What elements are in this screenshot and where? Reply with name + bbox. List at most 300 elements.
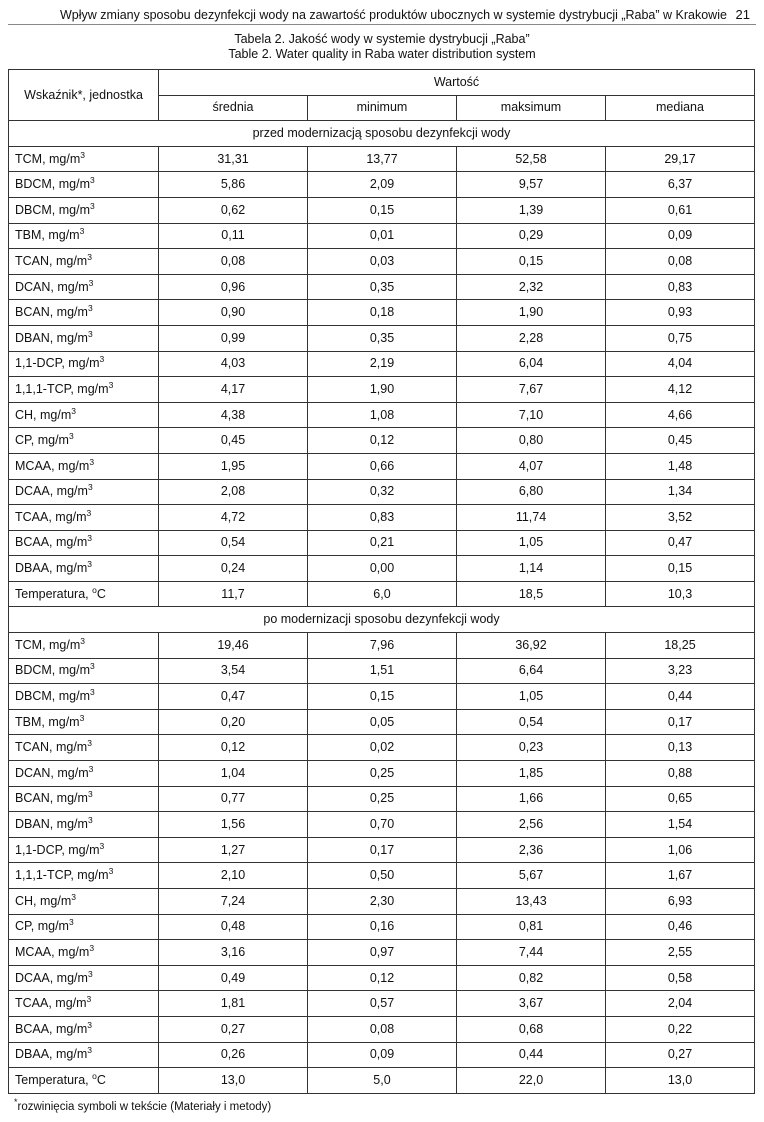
value-cell-maximum: 0,23 bbox=[457, 735, 606, 761]
indicator-cell bbox=[9, 428, 159, 454]
value-cell-minimum: 0,09 bbox=[308, 1042, 457, 1068]
value-cell-maximum: 0,15 bbox=[457, 249, 606, 275]
value-cell-maximum: 1,05 bbox=[457, 530, 606, 556]
value-cell-median: 0,61 bbox=[606, 197, 755, 223]
value-cell-minimum: 1,51 bbox=[308, 658, 457, 684]
indicator-cell bbox=[9, 274, 159, 300]
value-cell-maximum: 1,14 bbox=[457, 556, 606, 582]
value-cell-mean: 2,10 bbox=[159, 863, 308, 889]
indicator-name: Temperatura, bbox=[15, 586, 93, 601]
unit-superscript: 3 bbox=[87, 482, 93, 493]
value-cell-mean: 0,27 bbox=[159, 1016, 308, 1042]
value-cell-minimum: 0,18 bbox=[308, 300, 457, 326]
value-cell-median: 4,66 bbox=[606, 402, 755, 428]
value-cell-median: 0,75 bbox=[606, 325, 755, 351]
value-cell-mean: 0,54 bbox=[159, 530, 308, 556]
value-cell-minimum: 13,77 bbox=[308, 146, 457, 172]
unit-superscript: 3 bbox=[79, 226, 85, 237]
value-cell-median: 0,88 bbox=[606, 761, 755, 787]
value-cell-minimum: 2,19 bbox=[308, 351, 457, 377]
unit-superscript: 3 bbox=[68, 430, 74, 441]
value-cell-mean: 0,45 bbox=[159, 428, 308, 454]
unit-superscript: 3 bbox=[89, 942, 95, 953]
table-row bbox=[9, 505, 755, 531]
value-cell-median: 1,67 bbox=[606, 863, 755, 889]
unit-superscript: 3 bbox=[87, 1045, 92, 1056]
unit-superscript: 3 bbox=[88, 763, 94, 774]
indicator-cell bbox=[9, 351, 159, 377]
value-cell-median: 4,04 bbox=[606, 351, 755, 377]
indicator-name: BDCM, mg/m bbox=[15, 177, 90, 192]
table-row bbox=[9, 300, 755, 326]
value-cell-minimum: 0,16 bbox=[308, 914, 457, 940]
table-row bbox=[9, 761, 755, 787]
indicator-name: MCAA, mg/m bbox=[15, 458, 90, 473]
footnote-marker: * bbox=[14, 1097, 18, 1108]
indicator-name: DBAN, mg/m bbox=[15, 330, 88, 345]
unit-superscript: 3 bbox=[71, 891, 76, 902]
unit-superscript: 3 bbox=[87, 251, 92, 262]
table-row bbox=[9, 735, 755, 761]
value-cell-maximum: 7,10 bbox=[457, 402, 606, 428]
value-cell-minimum: 0,15 bbox=[308, 197, 457, 223]
value-cell-median: 1,06 bbox=[606, 837, 755, 863]
value-cell-minimum: 0,57 bbox=[308, 991, 457, 1017]
value-cell-minimum: 2,30 bbox=[308, 889, 457, 915]
value-cell-mean: 0,12 bbox=[159, 735, 308, 761]
value-cell-maximum: 0,81 bbox=[457, 914, 606, 940]
value-cell-median: 0,45 bbox=[606, 428, 755, 454]
indicator-name: TCAA, mg/m bbox=[15, 996, 87, 1011]
value-cell-median: 0,09 bbox=[606, 223, 755, 249]
value-cell-maximum: 1,90 bbox=[457, 300, 606, 326]
unit-superscript: 3 bbox=[71, 405, 76, 416]
indicator-cell bbox=[9, 172, 159, 198]
value-cell-mean: 5,86 bbox=[159, 172, 308, 198]
value-cell-median: 0,27 bbox=[606, 1042, 755, 1068]
unit-superscript: 3 bbox=[87, 738, 92, 749]
table-caption bbox=[8, 32, 756, 62]
value-cell-minimum: 0,21 bbox=[308, 530, 457, 556]
section-title: przed modernizacją sposobu dezynfekcji wody bbox=[9, 121, 755, 147]
unit-superscript: 3 bbox=[80, 149, 86, 160]
unit-superscript: 3 bbox=[87, 1019, 92, 1030]
indicator-name: DCAA, mg/m bbox=[15, 484, 88, 499]
indicator-cell bbox=[9, 249, 159, 275]
value-cell-minimum: 0,70 bbox=[308, 812, 457, 838]
indicator-name: DCAN, mg/m bbox=[15, 765, 89, 780]
column-header-mean: średnia bbox=[159, 95, 308, 121]
unit-superscript: 3 bbox=[87, 789, 93, 800]
unit-superscript: 3 bbox=[99, 840, 105, 851]
value-cell-median: 3,23 bbox=[606, 658, 755, 684]
unit-superscript: 3 bbox=[108, 379, 114, 390]
value-cell-minimum: 0,25 bbox=[308, 761, 457, 787]
value-cell-median: 0,47 bbox=[606, 530, 755, 556]
table-row bbox=[9, 914, 755, 940]
value-cell-mean: 4,03 bbox=[159, 351, 308, 377]
indicator-cell bbox=[9, 530, 159, 556]
value-cell-minimum: 0,01 bbox=[308, 223, 457, 249]
table-row bbox=[9, 581, 755, 607]
value-cell-mean: 4,17 bbox=[159, 377, 308, 403]
indicator-cell bbox=[9, 735, 159, 761]
value-cell-minimum: 0,25 bbox=[308, 786, 457, 812]
value-cell-maximum: 18,5 bbox=[457, 581, 606, 607]
value-cell-median: 4,12 bbox=[606, 377, 755, 403]
value-group-header: Wartość bbox=[159, 70, 755, 96]
indicator-cell bbox=[9, 1068, 159, 1094]
value-cell-median: 0,15 bbox=[606, 556, 755, 582]
value-cell-maximum: 0,44 bbox=[457, 1042, 606, 1068]
indicator-cell bbox=[9, 684, 159, 710]
indicator-name: DBAN, mg/m bbox=[15, 817, 88, 832]
indicator-name: CH, mg/m bbox=[15, 893, 72, 908]
value-cell-median: 6,93 bbox=[606, 889, 755, 915]
unit-superscript: 3 bbox=[68, 917, 74, 928]
indicator-name: 1,1-DCP, mg/m bbox=[15, 842, 100, 857]
value-cell-mean: 3,16 bbox=[159, 940, 308, 966]
page-number: 21 bbox=[735, 7, 750, 22]
value-cell-maximum: 2,56 bbox=[457, 812, 606, 838]
value-cell-maximum: 6,64 bbox=[457, 658, 606, 684]
value-cell-median: 1,54 bbox=[606, 812, 755, 838]
value-cell-median: 2,04 bbox=[606, 991, 755, 1017]
indicator-name: 1,1-DCP, mg/m bbox=[15, 356, 100, 371]
value-cell-minimum: 0,05 bbox=[308, 709, 457, 735]
value-cell-maximum: 52,58 bbox=[457, 146, 606, 172]
indicator-cell bbox=[9, 633, 159, 659]
indicator-cell bbox=[9, 402, 159, 428]
indicator-name: TBM, mg/m bbox=[15, 714, 80, 729]
value-cell-minimum: 1,90 bbox=[308, 377, 457, 403]
value-cell-mean: 4,72 bbox=[159, 505, 308, 531]
unit-superscript: 3 bbox=[87, 968, 93, 979]
value-cell-maximum: 1,39 bbox=[457, 197, 606, 223]
indicator-name: 1,1,1-TCP, mg/m bbox=[15, 868, 109, 883]
value-cell-maximum: 11,74 bbox=[457, 505, 606, 531]
value-cell-mean: 0,48 bbox=[159, 914, 308, 940]
value-cell-mean: 1,56 bbox=[159, 812, 308, 838]
indicator-name: CP, mg/m bbox=[15, 433, 69, 448]
indicator-cell bbox=[9, 505, 159, 531]
value-cell-minimum: 0,35 bbox=[308, 325, 457, 351]
unit-superscript: 3 bbox=[90, 661, 95, 672]
value-cell-mean: 0,49 bbox=[159, 965, 308, 991]
value-cell-mean: 1,95 bbox=[159, 453, 308, 479]
table-row bbox=[9, 863, 755, 889]
value-cell-mean: 0,47 bbox=[159, 684, 308, 710]
value-cell-median: 0,93 bbox=[606, 300, 755, 326]
value-cell-minimum: 0,35 bbox=[308, 274, 457, 300]
section-header-row bbox=[9, 121, 755, 147]
table-row bbox=[9, 940, 755, 966]
unit-superscript: 3 bbox=[87, 328, 93, 339]
indicator-name: DCAA, mg/m bbox=[15, 970, 88, 985]
table-row bbox=[9, 172, 755, 198]
indicator-name: DBAA, mg/m bbox=[15, 561, 88, 576]
unit-superscript: 3 bbox=[88, 277, 94, 288]
indicator-cell bbox=[9, 889, 159, 915]
indicator-cell bbox=[9, 761, 159, 787]
value-cell-minimum: 0,17 bbox=[308, 837, 457, 863]
indicator-name: CP, mg/m bbox=[15, 919, 69, 934]
column-header-maximum: maksimum bbox=[457, 95, 606, 121]
indicator-name: TCM, mg/m bbox=[15, 637, 81, 652]
indicator-cell bbox=[9, 812, 159, 838]
indicator-name: TCAN, mg/m bbox=[15, 740, 88, 755]
indicator-name: BCAA, mg/m bbox=[15, 1021, 88, 1036]
unit-superscript: o bbox=[92, 1070, 97, 1081]
value-cell-median: 0,65 bbox=[606, 786, 755, 812]
value-cell-minimum: 6,0 bbox=[308, 581, 457, 607]
value-cell-maximum: 0,54 bbox=[457, 709, 606, 735]
table-body bbox=[9, 121, 755, 1094]
value-cell-maximum: 5,67 bbox=[457, 863, 606, 889]
table-header bbox=[9, 70, 755, 121]
indicator-cell bbox=[9, 863, 159, 889]
value-cell-mean: 0,26 bbox=[159, 1042, 308, 1068]
table-row bbox=[9, 197, 755, 223]
indicator-name: CH, mg/m bbox=[15, 407, 72, 422]
section-title: po modernizacji sposobu dezynfekcji wody bbox=[9, 607, 755, 633]
value-cell-median: 0,83 bbox=[606, 274, 755, 300]
value-cell-mean: 19,46 bbox=[159, 633, 308, 659]
table-row bbox=[9, 146, 755, 172]
value-cell-median: 0,46 bbox=[606, 914, 755, 940]
value-cell-minimum: 0,83 bbox=[308, 505, 457, 531]
indicator-name: TCAN, mg/m bbox=[15, 253, 88, 268]
column-header-median: mediana bbox=[606, 95, 755, 121]
indicator-cell bbox=[9, 146, 159, 172]
value-cell-mean: 31,31 bbox=[159, 146, 308, 172]
value-cell-mean: 0,90 bbox=[159, 300, 308, 326]
value-cell-maximum: 0,82 bbox=[457, 965, 606, 991]
value-cell-median: 0,08 bbox=[606, 249, 755, 275]
value-cell-minimum: 0,66 bbox=[308, 453, 457, 479]
value-cell-mean: 0,08 bbox=[159, 249, 308, 275]
value-cell-maximum: 9,57 bbox=[457, 172, 606, 198]
value-cell-mean: 4,38 bbox=[159, 402, 308, 428]
indicator-cell bbox=[9, 453, 159, 479]
table-row bbox=[9, 351, 755, 377]
indicator-cell bbox=[9, 223, 159, 249]
value-cell-median: 10,3 bbox=[606, 581, 755, 607]
table-row bbox=[9, 812, 755, 838]
indicator-name: DBCM, mg/m bbox=[15, 202, 90, 217]
unit-superscript: 3 bbox=[87, 302, 93, 313]
unit-superscript: 3 bbox=[108, 866, 114, 877]
indicator-name: DBCM, mg/m bbox=[15, 689, 90, 704]
value-cell-median: 0,22 bbox=[606, 1016, 755, 1042]
value-cell-minimum: 0,00 bbox=[308, 556, 457, 582]
unit-superscript: o bbox=[92, 584, 97, 595]
indicator-cell bbox=[9, 1042, 159, 1068]
value-cell-mean: 0,20 bbox=[159, 709, 308, 735]
indicator-name: DCAN, mg/m bbox=[15, 279, 89, 294]
value-cell-maximum: 6,80 bbox=[457, 479, 606, 505]
value-cell-maximum: 0,80 bbox=[457, 428, 606, 454]
value-cell-mean: 0,24 bbox=[159, 556, 308, 582]
value-cell-mean: 11,7 bbox=[159, 581, 308, 607]
table-row bbox=[9, 479, 755, 505]
value-cell-minimum: 0,02 bbox=[308, 735, 457, 761]
value-cell-mean: 1,81 bbox=[159, 991, 308, 1017]
value-cell-mean: 1,27 bbox=[159, 837, 308, 863]
value-cell-maximum: 4,07 bbox=[457, 453, 606, 479]
value-cell-maximum: 22,0 bbox=[457, 1068, 606, 1094]
unit-superscript: 3 bbox=[87, 533, 92, 544]
table-row bbox=[9, 249, 755, 275]
value-cell-maximum: 2,32 bbox=[457, 274, 606, 300]
value-cell-maximum: 36,92 bbox=[457, 633, 606, 659]
unit-superscript: 3 bbox=[90, 200, 95, 211]
table-row bbox=[9, 991, 755, 1017]
table-row bbox=[9, 223, 755, 249]
indicator-cell bbox=[9, 197, 159, 223]
running-head bbox=[8, 6, 756, 25]
value-cell-mean: 2,08 bbox=[159, 479, 308, 505]
value-cell-minimum: 0,50 bbox=[308, 863, 457, 889]
table-row bbox=[9, 453, 755, 479]
indicator-cell bbox=[9, 786, 159, 812]
indicator-name: BDCM, mg/m bbox=[15, 663, 90, 678]
indicator-cell bbox=[9, 965, 159, 991]
footnote-text: rozwinięcia symboli w tekście (Materiały i metody) bbox=[17, 1101, 272, 1113]
running-head-title: Wpływ zmiany sposobu dezynfekcji wody na zawartość produktów ubocznych w systemie dystrybucji „Raba” w Krakowie bbox=[60, 8, 727, 22]
unit-superscript: 3 bbox=[87, 814, 93, 825]
table-row bbox=[9, 428, 755, 454]
indicator-column-header: Wskaźnik*, jednostka bbox=[9, 70, 159, 121]
value-cell-mean: 0,96 bbox=[159, 274, 308, 300]
value-cell-minimum: 1,08 bbox=[308, 402, 457, 428]
table-row bbox=[9, 837, 755, 863]
value-cell-maximum: 3,67 bbox=[457, 991, 606, 1017]
value-cell-mean: 0,62 bbox=[159, 197, 308, 223]
value-cell-median: 1,48 bbox=[606, 453, 755, 479]
indicator-name: MCAA, mg/m bbox=[15, 944, 90, 959]
value-cell-minimum: 0,08 bbox=[308, 1016, 457, 1042]
value-cell-minimum: 0,97 bbox=[308, 940, 457, 966]
table-row bbox=[9, 658, 755, 684]
value-cell-median: 6,37 bbox=[606, 172, 755, 198]
table-row bbox=[9, 377, 755, 403]
value-cell-minimum: 0,03 bbox=[308, 249, 457, 275]
value-cell-maximum: 7,67 bbox=[457, 377, 606, 403]
value-cell-median: 2,55 bbox=[606, 940, 755, 966]
value-cell-maximum: 0,29 bbox=[457, 223, 606, 249]
indicator-name: BCAN, mg/m bbox=[15, 791, 88, 806]
value-cell-median: 0,58 bbox=[606, 965, 755, 991]
section-header-row bbox=[9, 607, 755, 633]
table-row bbox=[9, 1042, 755, 1068]
indicator-cell bbox=[9, 658, 159, 684]
table-row bbox=[9, 1016, 755, 1042]
unit-superscript: 3 bbox=[86, 994, 92, 1005]
indicator-cell bbox=[9, 709, 159, 735]
value-cell-median: 18,25 bbox=[606, 633, 755, 659]
value-cell-maximum: 1,66 bbox=[457, 786, 606, 812]
value-cell-minimum: 0,32 bbox=[308, 479, 457, 505]
table-caption-english: Table 2. Water quality in Raba water distribution system bbox=[228, 47, 536, 61]
table-row bbox=[9, 709, 755, 735]
unit-suffix: C bbox=[96, 586, 106, 601]
table-row bbox=[9, 684, 755, 710]
indicator-cell bbox=[9, 940, 159, 966]
indicator-cell bbox=[9, 991, 159, 1017]
indicator-name: TCM, mg/m bbox=[15, 151, 81, 166]
indicator-name: TBM, mg/m bbox=[15, 228, 80, 243]
value-cell-mean: 1,04 bbox=[159, 761, 308, 787]
indicator-cell bbox=[9, 1016, 159, 1042]
value-cell-median: 0,44 bbox=[606, 684, 755, 710]
value-cell-minimum: 5,0 bbox=[308, 1068, 457, 1094]
value-cell-median: 29,17 bbox=[606, 146, 755, 172]
indicator-name: BCAN, mg/m bbox=[15, 305, 88, 320]
value-cell-minimum: 2,09 bbox=[308, 172, 457, 198]
table-row bbox=[9, 325, 755, 351]
value-cell-maximum: 1,85 bbox=[457, 761, 606, 787]
table-row bbox=[9, 556, 755, 582]
indicator-cell bbox=[9, 325, 159, 351]
column-header-minimum: minimum bbox=[308, 95, 457, 121]
table-row bbox=[9, 786, 755, 812]
indicator-name: 1,1,1-TCP, mg/m bbox=[15, 381, 109, 396]
unit-superscript: 3 bbox=[86, 507, 92, 518]
unit-superscript: 3 bbox=[90, 175, 95, 186]
unit-superscript: 3 bbox=[80, 635, 86, 646]
unit-superscript: 3 bbox=[89, 456, 95, 467]
table-row bbox=[9, 633, 755, 659]
value-cell-minimum: 0,15 bbox=[308, 684, 457, 710]
value-cell-mean: 3,54 bbox=[159, 658, 308, 684]
table-row bbox=[9, 530, 755, 556]
unit-superscript: 3 bbox=[79, 712, 85, 723]
indicator-cell bbox=[9, 377, 159, 403]
value-cell-median: 13,0 bbox=[606, 1068, 755, 1094]
value-cell-median: 1,34 bbox=[606, 479, 755, 505]
indicator-name: BCAA, mg/m bbox=[15, 535, 88, 550]
value-cell-mean: 0,77 bbox=[159, 786, 308, 812]
indicator-cell bbox=[9, 581, 159, 607]
value-cell-maximum: 2,28 bbox=[457, 325, 606, 351]
indicator-cell bbox=[9, 914, 159, 940]
table-caption-polish: Tabela 2. Jakość wody w systemie dystrybucji „Raba” bbox=[234, 32, 530, 46]
unit-superscript: 3 bbox=[99, 354, 105, 365]
value-cell-maximum: 6,04 bbox=[457, 351, 606, 377]
indicator-cell bbox=[9, 837, 159, 863]
indicator-name: DBAA, mg/m bbox=[15, 1047, 88, 1062]
value-cell-minimum: 0,12 bbox=[308, 428, 457, 454]
table-row bbox=[9, 965, 755, 991]
unit-suffix: C bbox=[96, 1072, 106, 1087]
indicator-name: Temperatura, bbox=[15, 1072, 93, 1087]
value-cell-mean: 0,99 bbox=[159, 325, 308, 351]
table-row bbox=[9, 1068, 755, 1094]
value-cell-mean: 13,0 bbox=[159, 1068, 308, 1094]
table-row bbox=[9, 274, 755, 300]
indicator-cell bbox=[9, 556, 159, 582]
header-row-1 bbox=[9, 70, 755, 96]
indicator-cell bbox=[9, 300, 159, 326]
value-cell-median: 0,13 bbox=[606, 735, 755, 761]
value-cell-maximum: 2,36 bbox=[457, 837, 606, 863]
unit-superscript: 3 bbox=[90, 686, 95, 697]
table-row bbox=[9, 402, 755, 428]
value-cell-mean: 7,24 bbox=[159, 889, 308, 915]
indicator-cell bbox=[9, 479, 159, 505]
value-cell-mean: 0,11 bbox=[159, 223, 308, 249]
